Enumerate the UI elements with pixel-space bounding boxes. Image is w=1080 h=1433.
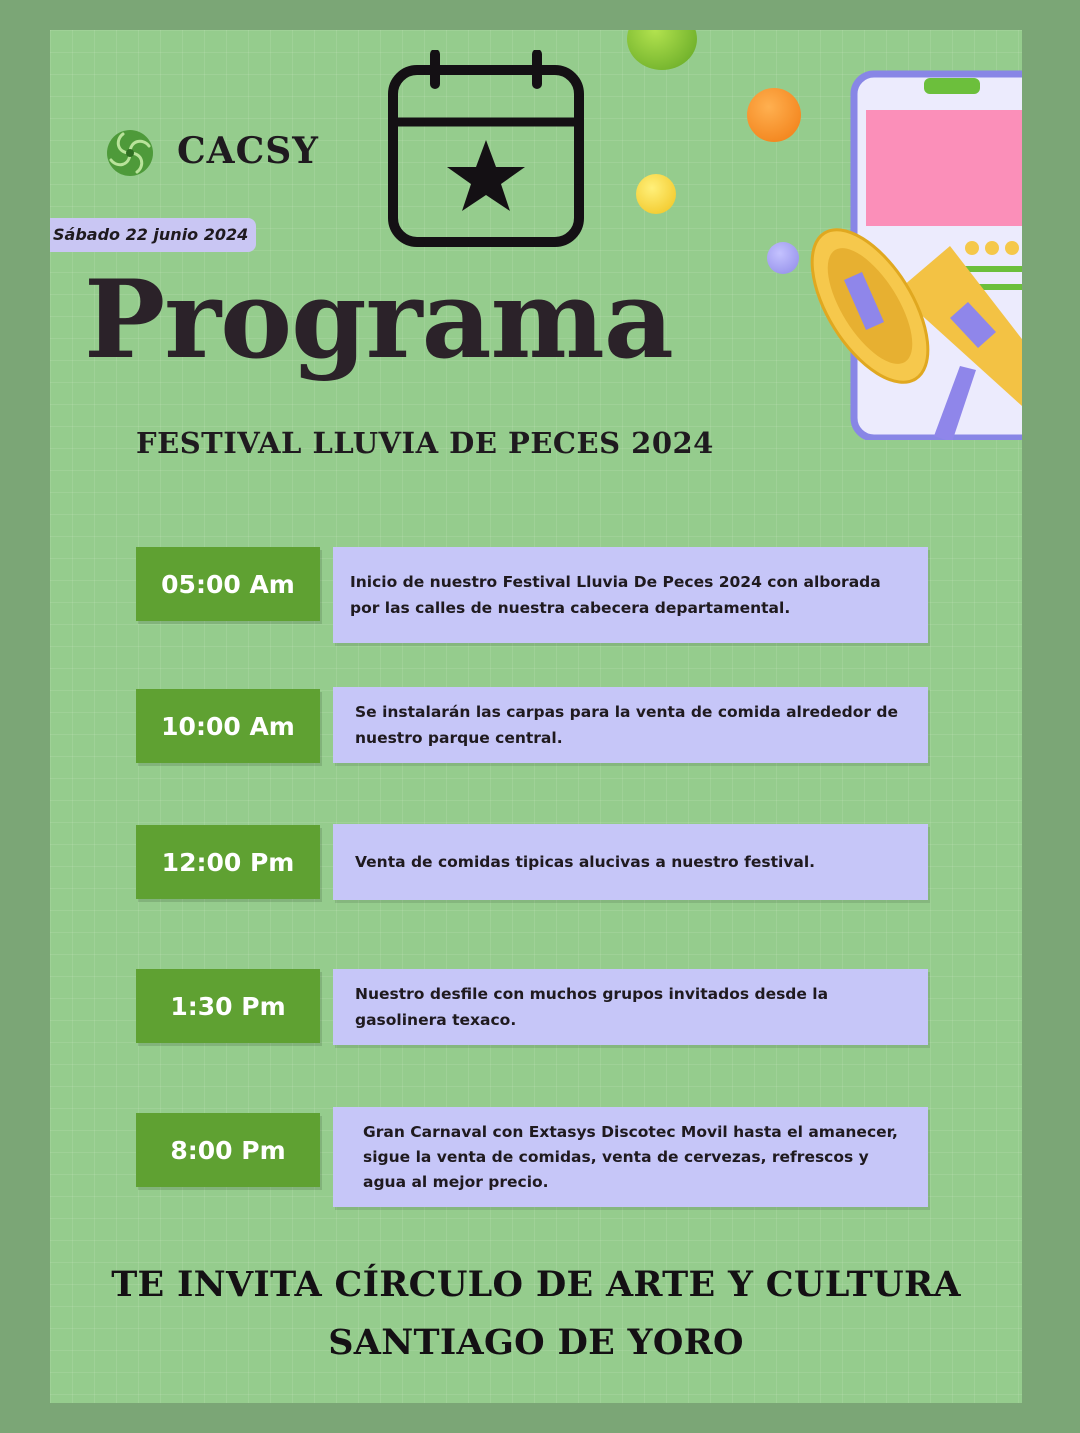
- orange-ball-decoration: [747, 88, 801, 142]
- schedule-time: 10:00 Am: [136, 689, 320, 763]
- schedule-description: Gran Carnaval con Extasys Discotec Movil hasta el amanecer, sigue la venta de comidas, venta de cervezas, refrescos y agua al mejor precio.: [333, 1107, 928, 1207]
- poster: [50, 30, 1022, 1403]
- calendar-star-icon: [387, 50, 587, 250]
- schedule-time: 12:00 Pm: [136, 825, 320, 899]
- festival-subtitle: FESTIVAL LLUVIA DE PECES 2024: [136, 426, 714, 460]
- footer-line-1: TE INVITA CÍRCULO DE ARTE Y CULTURA: [111, 1264, 961, 1305]
- green-ball-decoration: [627, 30, 697, 70]
- purple-ball-decoration: [767, 242, 799, 274]
- phone-megaphone-illustration: [800, 70, 1022, 440]
- schedule-description: Venta de comidas tipicas alucivas a nuestro festival.: [333, 824, 928, 900]
- schedule-description: Inicio de nuestro Festival Lluvia De Peces 2024 con alborada por las calles de nuestra cabecera departamental.: [333, 547, 928, 643]
- date-tag: Sábado 22 junio 2024: [50, 218, 256, 252]
- footer-line-2: SANTIAGO DE YORO: [328, 1322, 744, 1363]
- schedule-time: 05:00 Am: [136, 547, 320, 621]
- schedule-description: Se instalarán las carpas para la venta de comida alrededor de nuestro parque central.: [333, 687, 928, 763]
- footer-invitation: [50, 1256, 1022, 1372]
- yellow-ball-decoration: [636, 174, 676, 214]
- brand-name: CACSY: [177, 130, 319, 172]
- page-title: Programa: [84, 257, 673, 383]
- schedule-time: 8:00 Pm: [136, 1113, 320, 1187]
- schedule-time: 1:30 Pm: [136, 969, 320, 1043]
- schedule-description: Nuestro desfile con muchos grupos invitados desde la gasolinera texaco.: [333, 969, 928, 1045]
- swirl-logo-icon: [105, 128, 155, 178]
